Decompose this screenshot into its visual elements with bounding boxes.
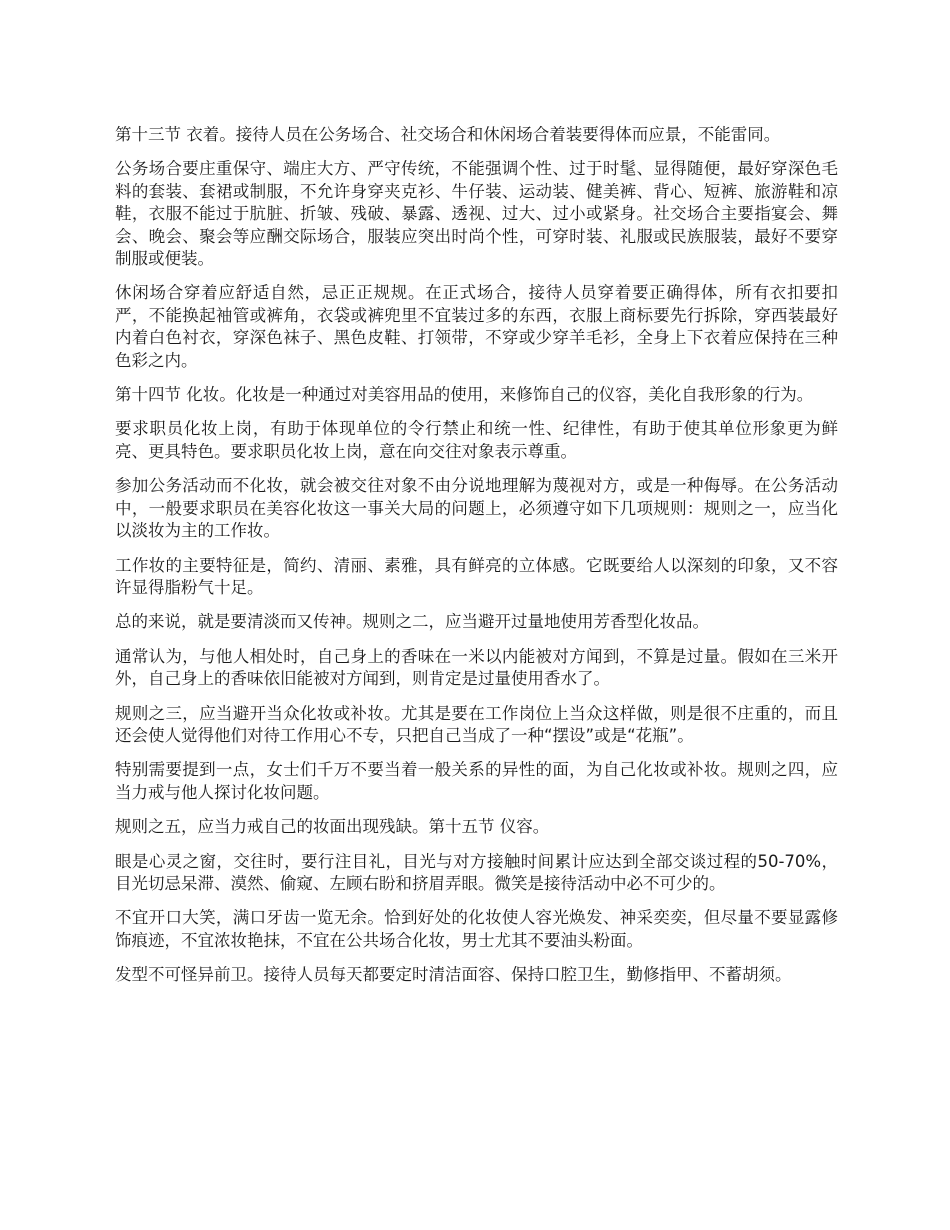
- paragraph-grooming: 发型不可怪异前卫。接待人员每天都要定时清洁面容、保持口腔卫生，勤修指甲、不蓄胡须。: [115, 965, 792, 985]
- paragraph-fragrance: 通常认为，与他人相处时，自己身上的香味在一米以内能被对方闻到，不算是过量。假如在三米开外，自己身上的香味依旧能被对方闻到，则肯定是过量使用香水了。: [115, 646, 838, 689]
- paragraph-business-attire: 公务场合要庄重保守、端庄大方、严守传统，不能强调个性、过于时髦、显得随便，最好穿深色毛料的套装、套裙或制服，不允许身穿夹克衫、牛仔装、运动装、健美裤、背心、短裤、旅游鞋和凉鞋，衣服不能过于肮脏、折皱、残破、暴露、透视、过大、过小或紧身。社交场合主要指宴会、舞会、晚会、聚会等应酬交际场合，服装应突出时尚个性，可穿时装、礼服或民族服装，最好不要穿制服或便装。: [115, 159, 838, 269]
- paragraph-makeup-rule-five: 规则之五，应当力戒自己的妆面出现残缺。第十五节 仪容。: [115, 817, 550, 837]
- paragraph-makeup-rule-three: 规则之三，应当避开当众化妆或补妆。尤其是要在工作岗位上当众这样做，则是很不庄重的，而且还会使人觉得他们对待工作用心不专，只把自己当成了一种“摆设”或是“花瓶”。: [115, 703, 838, 745]
- paragraph-work-makeup: 工作妆的主要特征是，简约、清丽、素雅，具有鲜亮的立体感。它既要给人以深刻的印象，又不容许显得脂粉气十足。: [115, 555, 838, 597]
- paragraph-makeup-requirement: 要求职员化妆上岗，有助于体现单位的令行禁止和统一性、纪律性，有助于使其单位形象更为鲜亮、更具特色。要求职员化妆上岗，意在向交往对象表示尊重。: [115, 419, 838, 461]
- paragraph-casual-attire: 休闲场合穿着应舒适自然，忌正正规规。在正式场合，接待人员穿着要正确得体，所有衣扣要扣严，不能换起袖管或裤角，衣袋或裤兜里不宜装过多的东西，衣服上商标要先行拆除，穿西装最好内着白色衬衣，穿深色袜子、黑色皮鞋、打领带，不穿或少穿羊毛衫，全身上下衣着应保持在三种色彩之内。: [115, 283, 838, 370]
- paragraph-smile: 不宜开口大笑，满口牙齿一览无余。恰到好处的化妆使人容光焕发、神采奕奕，但尽量不要显露修饰痕迹，不宜浓妆艳抹，不宜在公共场合化妆，男士尤其不要油头粉面。: [115, 908, 838, 950]
- paragraph-makeup-intro: 第十四节 化妆。化妆是一种通过对美容用品的使用，来修饰自己的仪容，美化自我形象的行为。: [115, 385, 814, 405]
- paragraph-makeup-rule-four: 特别需要提到一点，女士们千万不要当着一般关系的异性的面，为自己化妆或补妆。规则之四，应当力戒与他人探讨化妆问题。: [115, 760, 838, 802]
- paragraph-makeup-rule-two: 总的来说，就是要清淡而又传神。规则之二，应当避开过量地使用芳香型化妆品。: [115, 612, 709, 632]
- paragraph-makeup-rule-one: 参加公务活动而不化妆，就会被交往对象不由分说地理解为蔑视对方，或是一种侮辱。在公务活动中，一般要求职员在美容化妆这一事关大局的问题上，必须遵守如下几项规则：规则之一，应当化以淡妆为主的工作妆。: [115, 476, 838, 541]
- paragraph-clothing-intro: 第十三节 衣着。接待人员在公务场合、社交场合和休闲场合着装要得体而应景，不能雷同。: [115, 125, 781, 144]
- paragraph-eye-contact: 眼是心灵之窗，交往时，要行注目礼，目光与对方接触时间累计应达到全部交谈过程的50-70%，目光切忌呆滞、漠然、偷窥、左顾右盼和挤眉弄眼。微笑是接待活动中必不可少的。: [115, 851, 838, 893]
